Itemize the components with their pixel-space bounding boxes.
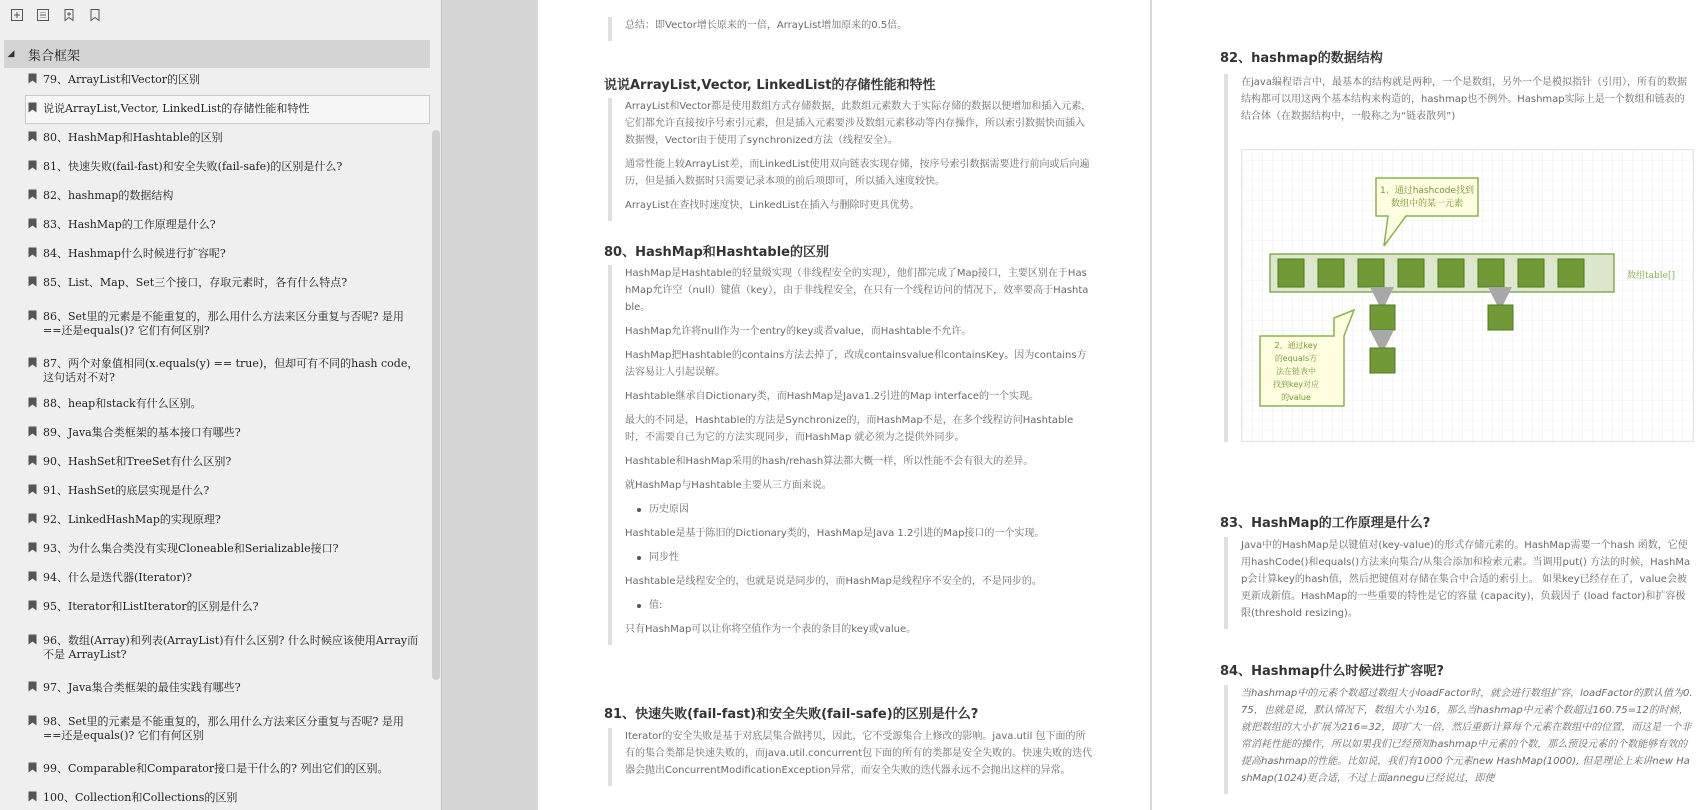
bookmark-icon [28, 455, 37, 466]
outline-item-label: 87、两个对象值相同(x.equals(y) == true)，但却可有不同的hash code，这句话对不对? [43, 357, 419, 384]
outline-item-label: 96、数组(Array)和列表(ArrayList)有什么区别? 什么时候应该使用Array而不是 ArrayList? [43, 634, 419, 661]
section-quote [608, 728, 1093, 786]
outline-item[interactable] [0, 160, 430, 174]
bookmark-icon [28, 160, 37, 171]
paragraph: Hashtable和HashMap采用的hash/rehash算法都大概一样，所以性能不会有很大的差异。 [625, 456, 1034, 467]
paragraph: Hashtable是基于陈旧的Dictionary类的，HashMap是Java 1.2引进的Map接口的一个实现。 [625, 528, 1045, 539]
bookmark-icon [28, 634, 37, 645]
callout2-line: 法在链表中 [1276, 367, 1316, 376]
paragraph: ArrayList在查找时速度快，LinkedList在插入与删除时更具优势。 [625, 200, 920, 211]
outline-item[interactable] [0, 426, 430, 440]
outline-item[interactable] [0, 102, 430, 116]
array-cell [1358, 259, 1384, 287]
outline-item[interactable] [0, 791, 430, 805]
outline-item[interactable] [0, 513, 430, 527]
chain-node [1370, 305, 1395, 330]
outline-item[interactable] [0, 73, 430, 87]
outline-item[interactable] [0, 634, 430, 662]
bookmark-icon [28, 189, 37, 200]
outline-item-label: 88、heap和stack有什么区别。 [43, 397, 202, 410]
summary-text: 总结：即Vector增长原来的一倍，ArrayList增加原来的0.5倍。 [625, 20, 908, 31]
paragraph: 就HashMap与Hashtable主要从三方面来说。 [625, 480, 832, 491]
bookmark-icon [28, 276, 37, 287]
outline-item-label: 84、Hashmap什么时候进行扩容呢? [43, 247, 226, 260]
outline-root-node[interactable] [4, 40, 430, 68]
bookmark-icon [28, 571, 37, 582]
outline-item-label: 92、LinkedHashMap的实现原理? [43, 513, 221, 526]
outline-item-label: 95、Iterator和ListIterator的区别是什么? [43, 600, 259, 613]
callout2-line: 2、通过key [1274, 341, 1318, 350]
bookmark-icon [28, 542, 37, 553]
paragraph: 当hashmap中的元素个数超过数组大小loadFactor时，就会进行数组扩容，loadFactor的默认值为0.75，也就是说，默认情况下，数组大小为16，那么当hashmap中元素个数超过160.75=12的时候，就把数组的大小扩展为216=32，即扩大一倍，然后重新计算每个元素在数组中的位置，而这是一个非常消耗性能的操作，所以如果我们已经预知hashmap中元素的个数，那么预设元素的个数能够有效的提高hashmap的性能。比如说，我们有1000个元素new HashMap(1000), 但是理论上来讲new HashMap(1024)更合适，不过上面annegu已经说过，即使 [1241, 688, 1693, 784]
paragraph: 通常性能上较ArrayList差，而LinkedList使用双向链表实现存储，按序号索引数据需要进行前向或后向遍历，但是插入数据时只需要记录本项的前后项即可，所以插入速度较快。 [625, 159, 1090, 187]
bookmark-icon [28, 762, 37, 773]
outline-item-label: 89、Java集合类框架的基本接口有哪些? [43, 426, 241, 439]
array-cell [1478, 259, 1504, 287]
paragraph: ArrayList和Vector都是使用数组方式存储数据，此数组元素数大于实际存储的数据以便增加和插入元素，它们都允许直接按序号索引元素，但是插入元素要涉及数组元素移动等内存操作，所以索引数据快而插入数据慢，Vector由于使用了synchronized方法（线程安全）。 [625, 101, 1092, 146]
paragraph: 最大的不同是，Hashtable的方法是Synchronize的，而HashMap不是，在多个线程访问Hashtable时，不需要自己为它的方法实现同步，而HashMap 就必须为之提供外同步。 [625, 415, 1074, 443]
outline-toolbar [0, 0, 441, 30]
outline-item-label: 86、Set里的元素是不能重复的，那么用什么方法来区分重复与否呢? 是用==还是equals()? 它们有何区别? [43, 310, 404, 337]
sidebar-scrollbar[interactable] [432, 130, 440, 680]
paragraph: HashMap是Hashtable的轻量级实现（非线程安全的实现），他们都完成了Map接口，主要区别在于HashMap允许空（null）键值（key），由于非线程安全，在只有一个线程访问的情况下，效率要高于Hashtable。 [625, 268, 1089, 313]
hashmap-structure-svg [1242, 150, 1695, 443]
outline-item-label: 90、HashSet和TreeSet有什么区别? [43, 455, 232, 468]
bullet-item: 历史原因 [625, 501, 1093, 518]
outline-item[interactable] [0, 357, 430, 385]
bookmark-icon [28, 102, 37, 113]
outline-item[interactable] [0, 218, 430, 232]
bookmark-icon [28, 73, 37, 84]
outline-root-label: 集合框架 [28, 48, 81, 64]
bookmark-icon [28, 131, 37, 142]
outline-item[interactable] [0, 715, 430, 743]
bookmark-icon [28, 513, 37, 524]
chain-node [1488, 305, 1513, 330]
bookmark-icon [28, 310, 37, 321]
outline-sidebar [0, 0, 442, 810]
array-cell [1438, 259, 1464, 287]
paragraph: 在java编程语言中，最基本的结构就是两种，一个是数组，另外一个是模拟指针（引用），所有的数据结构都可以用这两个基本结构来构造的，hashmap也不例外。Hashmap实际上是一个数组和链表的结合体（在数据结构中，一般称之为“链表散列”) [1241, 77, 1687, 122]
outline-item[interactable] [0, 681, 430, 695]
outline-item-label: 99、Comparable和Comparator接口是干什么的? 列出它们的区别。 [43, 762, 389, 775]
outline-item[interactable] [0, 542, 430, 556]
section-title: 84、Hashmap什么时候进行扩容呢? [1220, 664, 1444, 679]
bookmark-icon [28, 218, 37, 229]
callout2-line: 的equals方 [1274, 354, 1318, 363]
section-quote [1224, 537, 1694, 629]
callout2-line: 的value [1281, 393, 1311, 402]
document-page-left [538, 0, 1150, 810]
outline-item-label: 98、Set里的元素是不能重复的，那么用什么方法来区分重复与否呢? 是用==还是equals()? 它们有何区别 [43, 715, 404, 742]
paragraph: HashMap把Hashtable的contains方法去掉了，改成containsvalue和containsKey。因为contains方法容易让人引起误解。 [625, 350, 1087, 378]
outline-item-label: 81、快速失败(fail-fast)和安全失败(fail-safe)的区别是什么? [43, 160, 343, 173]
bookmark-icon [28, 484, 37, 495]
paragraph: HashMap允许将null作为一个entry的key或者value，而Hashtable不允许。 [625, 326, 972, 337]
section-title: 80、HashMap和Hashtable的区别 [604, 245, 829, 260]
paragraph: 只有HashMap可以让你将空值作为一个表的条目的key或value。 [625, 624, 917, 635]
outline-item-label: 94、什么是迭代器(Iterator)? [43, 571, 192, 584]
outline-item-label: 97、Java集合类框架的最佳实践有哪些? [43, 681, 241, 694]
bookmark-icon [28, 791, 37, 802]
paragraph: Iterator的安全失败是基于对底层集合做拷贝，因此，它不受源集合上修改的影响。java.util 包下面的所有的集合类都是快速失败的，而java.util.concurrent包下面的所有的类都是安全失败的。快速失败的迭代器会抛出ConcurrentModificationException异常，而安全失败的迭代器永远不会抛出这样的异常。 [625, 731, 1093, 776]
collapse-caret-icon[interactable]: ◢ [7, 49, 15, 59]
outline-item-label: 100、Collection和Collections的区别 [43, 791, 238, 804]
bullet-item: 值: [625, 597, 1093, 614]
paragraph: Hashtable继承自Dictionary类，而HashMap是Java1.2引进的Map interface的一个实现。 [625, 391, 1040, 402]
bookmark-icon [28, 681, 37, 692]
outline-item-label: 80、HashMap和Hashtable的区别 [43, 131, 223, 144]
outline-item-label: 82、hashmap的数据结构 [43, 189, 174, 202]
callout1-line: 数组中的某一元素 [1390, 199, 1464, 209]
bookmark-icon [28, 600, 37, 611]
bookmark-icon[interactable] [84, 4, 106, 26]
outline-item[interactable] [0, 600, 430, 614]
array-cell [1398, 259, 1424, 287]
callout1-line: 1、通过hashcode找到 [1379, 186, 1475, 196]
section-title: 说说ArrayList,Vector, LinkedList的存储性能和特性 [604, 78, 936, 93]
bookmark-icon [28, 247, 37, 258]
array-cell [1558, 259, 1584, 287]
section-quote [608, 98, 1093, 221]
bookmark-icon [28, 357, 37, 368]
outline-item[interactable] [0, 247, 430, 261]
outline-item[interactable] [0, 762, 430, 776]
callout2-line: 找到key对应 [1272, 380, 1320, 389]
hashmap-diagram [1241, 149, 1694, 442]
outline-item-label: 91、HashSet的底层实现是什么? [43, 484, 210, 497]
array-cell [1318, 259, 1344, 287]
document-page-right [1152, 0, 1705, 810]
expand-all-icon[interactable] [6, 4, 28, 26]
outline-item-label: 85、List、Map、Set三个接口，存取元素时，各有什么特点? [43, 276, 348, 289]
array-cell [1518, 259, 1544, 287]
paragraph: Java中的HashMap是以键值对(key-value)的形式存储元素的。HashMap需要一个hash 函数，它使用hashCode()和equals()方法来向集合/从集合添加和检索元素。当调用put() 方法的时候，HashMap会计算key的hash值，然后把键值对存储在集合中合适的索引上。 如果key已经存在了，value会被更新成新值。HashMap的一些重要的特性是它的容量 (capacity)，负载因子 (load factor)和扩容极限(threshold resizing)。 [1241, 540, 1691, 619]
summary-quote [608, 17, 1008, 41]
section-title: 83、HashMap的工作原理是什么? [1220, 516, 1431, 531]
outline-item[interactable] [0, 571, 430, 585]
outline-item[interactable] [0, 310, 430, 338]
array-label: 数组table[] [1627, 271, 1675, 281]
outline-item-label: 93、为什么集合类没有实现Cloneable和Serializable接口? [43, 542, 339, 555]
outline-item-label: 说说ArrayList,Vector, LinkedList的存储性能和特性 [43, 102, 310, 115]
section-quote [1224, 74, 1694, 442]
outline-item[interactable] [0, 455, 430, 469]
section-quote [608, 265, 1093, 645]
outline-item[interactable] [0, 484, 430, 498]
bullet-item: 同步性 [625, 549, 1093, 566]
add-bookmark-icon[interactable] [58, 4, 80, 26]
section-title: 82、hashmap的数据结构 [1220, 51, 1383, 66]
collapse-all-icon[interactable] [32, 4, 54, 26]
bookmark-icon [28, 426, 37, 437]
section-title: 81、快速失败(fail-fast)和安全失败(fail-safe)的区别是什么? [604, 707, 979, 722]
array-cell [1278, 259, 1304, 287]
outline-item[interactable] [0, 276, 430, 290]
bookmark-icon [28, 397, 37, 408]
chain-node [1370, 348, 1395, 373]
outline-item[interactable] [0, 131, 430, 145]
section-quote [1224, 685, 1694, 794]
outline-item-label: 79、ArrayList和Vector的区别 [43, 73, 201, 86]
outline-item-label: 83、HashMap的工作原理是什么? [43, 218, 216, 231]
outline-item[interactable] [0, 397, 430, 411]
outline-item[interactable] [0, 189, 430, 203]
paragraph: Hashtable是线程安全的，也就是说是同步的，而HashMap是线程序不安全的，不是同步的。 [625, 576, 1042, 587]
bookmark-icon [28, 715, 37, 726]
